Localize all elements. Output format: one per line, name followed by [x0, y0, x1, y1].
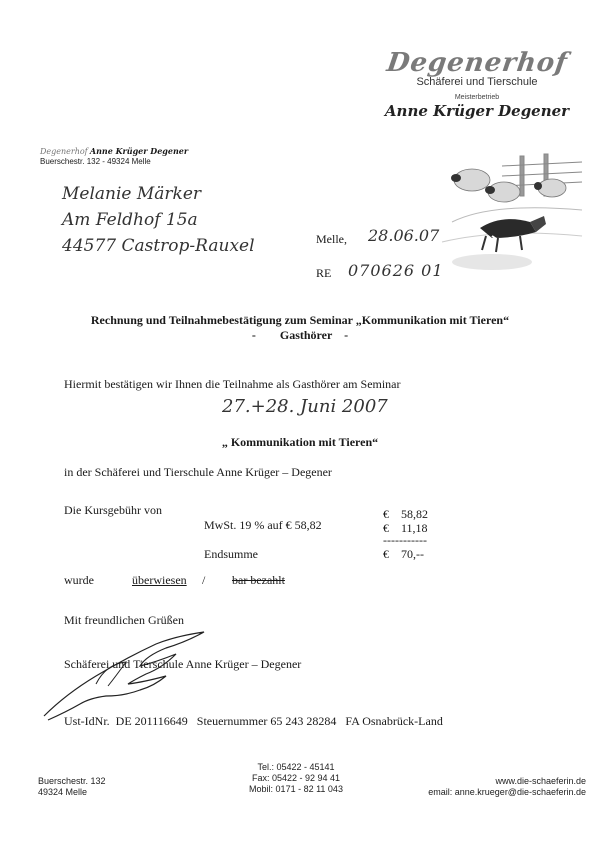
reference-label: RE [316, 266, 332, 280]
sender-line [40, 146, 188, 167]
total-amount: € 70,-- [383, 547, 424, 561]
payment-transfer: überwiesen [132, 573, 187, 587]
sender-brand: Degenerhof [40, 147, 88, 156]
handwritten-signature [36, 624, 236, 724]
sender-address: Buerschestr. 132 - 49324 Melle [40, 157, 151, 166]
payment-slash: / [202, 573, 206, 587]
recipient-street: Am Feldhof 15a [62, 210, 198, 230]
footer-address [38, 776, 106, 798]
tax-amount: € 11,18 [383, 521, 428, 535]
footer-web [380, 776, 586, 798]
fee-label: Die Kursgebühr von [64, 503, 162, 517]
sum-separator: ----------- [383, 533, 427, 547]
payment-prefix: wurde [64, 573, 94, 587]
signature-company: Schäferei und Tierschule Anne Krüger – Degener [64, 657, 302, 671]
seminar-title: „ Kommunikation mit Tieren“ [221, 435, 379, 449]
footer-fax: Fax: 05422 - 92 94 41 [251, 773, 341, 783]
sheep-dog-illustration [432, 132, 592, 282]
fee-amount: € 58,82 [383, 507, 428, 521]
tax-label: MwSt. 19 % auf € 58,82 [204, 518, 322, 532]
subject-line: Rechnung und Teilnahmebestätigung zum Seminar „Kommunikation mit Tieren“ [90, 313, 510, 327]
tax-identifiers: Ust-IdNr. DE 201116649 Steuernummer 65 243 28284 FA Osnabrück-Land [64, 714, 443, 728]
letter-date: 28.06.07 [368, 226, 440, 245]
footer-website[interactable]: www.die-schaeferin.de [495, 776, 586, 786]
venue-text: in der Schäferei und Tierschule Anne Krüger – Degener [64, 465, 332, 479]
brand-subtitle: Schäferei und Tierschule [416, 76, 538, 88]
footer-tel: Tel.: 05422 - 45141 [257, 762, 335, 772]
payment-cash: bar bezahlt [232, 573, 285, 587]
footer-city: 49324 Melle [38, 787, 88, 797]
recipient-name: Melanie Märker [62, 184, 202, 204]
recipient-city: 44577 Castrop-Rauxel [62, 236, 255, 256]
letterhead-logo [372, 48, 582, 120]
footer-mobile: Mobil: 0171 - 82 11 043 [249, 784, 343, 794]
sender-owner: Anne Krüger Degener [89, 146, 189, 156]
subject-guest: - Gasthörer - [251, 328, 349, 342]
brand-title: Degenerhof [384, 48, 570, 78]
footer-street: Buerschestr. 132 [38, 776, 106, 786]
footer-phones [244, 762, 348, 795]
total-label: Endsumme [204, 547, 258, 561]
seminar-dates: 27.+28. Juni 2007 [222, 396, 388, 417]
reference-number: 070626 01 [348, 261, 444, 280]
greeting: Mit freundlichen Grüßen [64, 613, 184, 627]
meister-label: Meisterbetrieb [454, 94, 500, 101]
confirmation-text: Hiermit bestätigen wir Ihnen die Teilnahme als Gasthörer am Seminar [64, 377, 401, 391]
footer-email[interactable]: email: anne.krueger@die-schaeferin.de [428, 787, 586, 797]
payment-row [64, 573, 364, 593]
owner-name: Anne Krüger Degener [384, 102, 570, 120]
place-label: Melle, [316, 232, 347, 246]
